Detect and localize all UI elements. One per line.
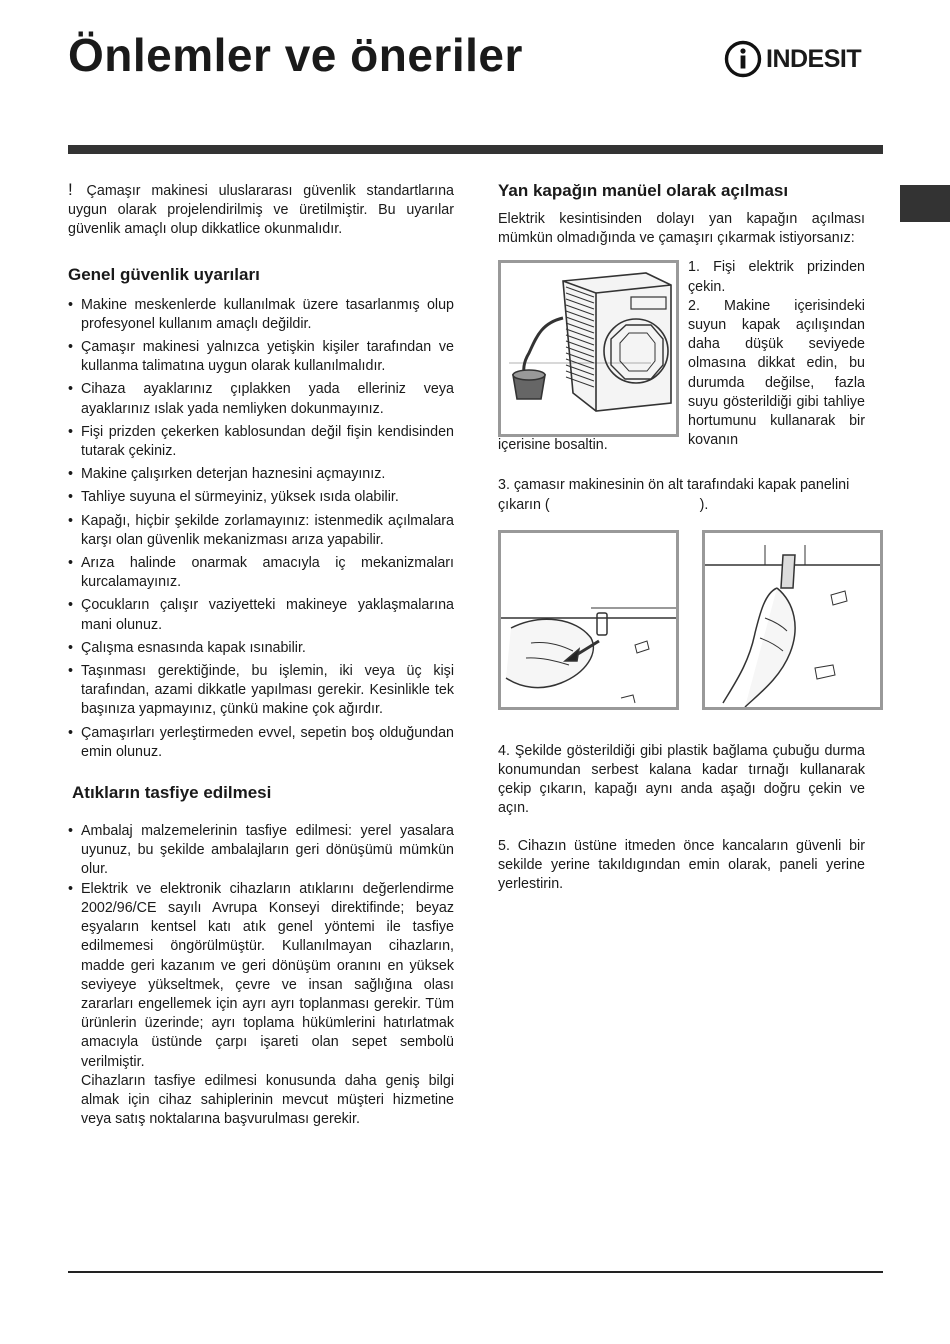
warning-mark: ! [68,180,73,199]
safety-list [68,296,454,762]
disposal-weee-text: Elektrik ve elektronik cihazların atıklarını değerlendirme 2002/96/CE sayılı Avrupa Konseyi direktifinde; beyaz eşyaların kentsel katı atık genel yöntemi ile tasfiye edilmemesi öngörülmüştür. Kullanılmayan cihazların, madde geri kazanım ve geri dönüşüm oranını en yüksek seviyeye yükseltmek, çevre ve insan sağlığına olası zararları engellemek için ayrı ayrı toplanması gerekir. Tüm ürünlerin üzerinde; ayrı toplama hükümlerini hatırlatmak amacıyla üstünde çarpı işareti olan sepet sembolü verilmiştir. [81,880,454,1070]
washer-drain-icon [501,263,676,434]
right-column [498,180,865,894]
brand-name: INDESIT [766,44,862,73]
list-item: • Arıza halinde onarmak amacıyla iç mekanizmaları kurcalamayınız. [68,554,454,592]
left-column [68,180,454,1129]
steps-1-2 [688,258,865,450]
step-1: 1. Fişi elektrik prizinden çekin. [688,259,865,295]
brand-icon [724,40,762,78]
list-item: • Çocukların çalışır vaziyetteki makineye yaklaşmalarına mani olunuz. [68,596,454,634]
list-item: • Kapağı, hiçbir şekilde zorlamayınız: istenmedik açılmalara karşı olan güvenlik mekanizması arıza yapabilir. [68,512,454,550]
panel-removal-illustration [498,530,679,710]
list-item: • Çamaşır makinesi yalnızca yetişkin kişiler tarafından ve kullanma talimatına uygun olarak kullanılmalıdır. [68,338,454,376]
disposal-continuation: Cihazların tasfiye edilmesi konusunda daha geniş bilgi almak için cihaz sahiplerinin mevcut müşteri hizmetine veya satış noktalarına başvurulması gerekir. [81,1072,454,1128]
panel-figures [498,530,865,710]
list-item: • Cihaza ayaklarınız çıplakken yada elleriniz veya ayaklarınız ıslak yada nemliyken dokunmayınız. [68,380,454,418]
disposal-heading: Atıkların tasfiye edilmesi [72,783,272,803]
list-item: • Taşınması gerektiğinde, bu işlemin, iki veya üç kişi tarafından, azami dikkatle yapılması gerekir. Kesinlikle tek başınıza yapmayınız, çünkü makine çok ağırdır. [68,662,454,720]
step-2: 2. Makine içerisindeki suyun kapak açılışından daha düşük seviyede olmasına dikkat edin, bu durumda değilse, fazla suyu gösterildiği gibi tahliye hortumunu kullanarak bir kovanın [688,297,865,449]
safety-heading: Genel güvenlik uyarıları [68,264,260,284]
intro-paragraph [68,180,454,240]
list-item: • Çamaşırları yerleştirmeden evvel, sepetin boş olduğundan emin olunuz. [68,724,454,762]
step-4: 4. Şekilde gösterildiği gibi plastik bağlama çubuğu durma konumundan serbest kalana kadar tırnağı kullanarak çekip çıkarın, kapağı aynı anda aşağı doğru çekin ve açın. [498,742,865,817]
step-block [498,258,865,454]
list-item: • Ambalaj malzemelerinin tasfiye edilmesi: yerel yasalara uyunuz, bu şekilde ambalajların geri dönüşümü mümkün olur. [68,822,454,880]
section-tab-marker [900,185,950,222]
list-item: • Fişi prizden çekerken kablosundan değil fişin kendisinden tutarak çekiniz. [68,423,454,461]
drain-bucket-illustration [498,260,679,437]
intro-text: Çamaşır makinesi uluslararası güvenlik standartlarına uygun olarak projelendirilmiş ve üretilmiştir. Bu uyarılar güvenlik amaçlı olup dikkatlice okunmalıdır. [68,183,454,238]
step-3-text: 3. çamasır makinesinin ön alt tarafındaki kapak panelini çıkarın ( [498,477,850,513]
list-item: • Makine meskenlerde kullanılmak üzere tasarlanmış olup profesyonel kullanım amaçlı değildir. [68,296,454,334]
step-3-end: ). [699,496,709,513]
manual-door-intro: Elektrik kesintisinden dolayı yan kapağın açılması mümkün olmadığında ve çamaşırı çıkarmak istiyorsanız: [498,211,865,247]
header-rule [68,145,883,154]
list-item: • Makine çalışırken deterjan haznesini açmayınız. [68,465,454,484]
manual-door-heading: Yan kapağın manüel olarak açılması [498,181,789,200]
list-item: • Çalışma esnasında kapak ısınabilir. [68,639,454,658]
hook-tab-icon [705,533,880,707]
page-title: Önlemler ve öneriler [68,29,523,81]
disposal-list [68,822,454,1129]
step-2-end: içerisine bosaltin. [498,437,608,454]
step-3 [498,476,865,514]
list-item [68,880,454,1130]
list-item: • Tahliye suyuna el sürmeyiniz, yüksek ısıda olabilir. [68,488,454,507]
footer-rule [68,1271,883,1273]
panel-tab-illustration [702,530,883,710]
step-5: 5. Cihazın üstüne itmeden önce kancaların güvenli bir sekilde yerine takıldıgından emin olarak, paneli yerine yerlestirin. [498,837,865,893]
pull-panel-icon [501,533,676,707]
indesit-logo [724,40,861,78]
